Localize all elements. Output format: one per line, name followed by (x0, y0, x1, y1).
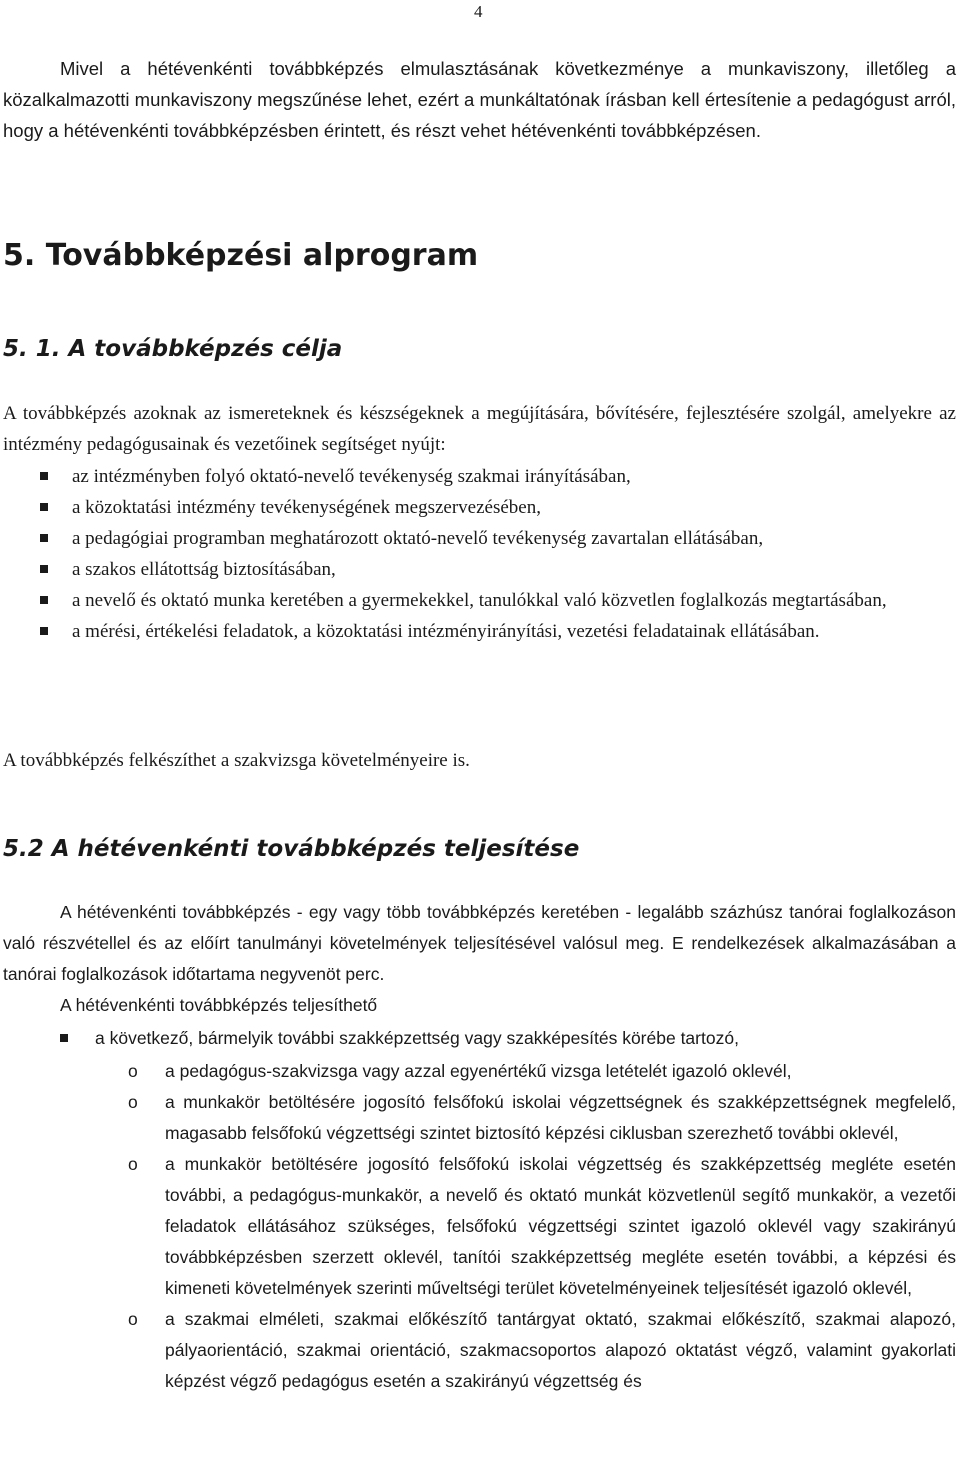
section-5-2-paragraph: A hétévenkénti továbbképzés - egy vagy több továbbképzés keretében - legalább százhúsz tanórai foglalkozáson való részvétellel és az előírt tanulmányi követelmények teljesítésével valósul meg. E rendelkezések alkalmazásában a tanórai foglalkozások időtartama negyvenöt perc. (3, 902, 956, 984)
section-5-1-title: 5. 1. A továbbképzés célja (3, 336, 343, 362)
section-5-2-lead: A hétévenkénti továbbképzés teljesíthető (60, 995, 378, 1015)
page-number: 4 (474, 2, 483, 21)
goals-list (0, 461, 956, 647)
intro-paragraph: Mivel a hétévenkénti továbbképzés elmulasztásának következménye a munkaviszony, illetőleg a közalkalmazotti munkaviszony megszűnése lehet, ezért a munkáltatónak írásban kell értesítenie a pedagógust arról, hogy a hétévenkénti továbbképzésben érintett, és részt vehet hétévenkénti továbbképzésen. (3, 58, 956, 141)
list-item: a szakos ellátottság biztosításában, (0, 554, 956, 585)
list-item: a mérési, értékelési feladatok, a közoktatási intézményirányítási, vezetési feladatainak ellátásában. (0, 616, 956, 647)
list-item: a következő, bármelyik további szakképzettség vagy szakképesítés körébe tartozó, (0, 1023, 956, 1054)
list-item: a pedagógiai programban meghatározott oktató-nevelő tevékenység zavartalan ellátásában, (0, 523, 956, 554)
list-item: o a munkakör betöltésére jogosító felsőfokú iskolai végzettség és szakképzettség megléte esetén további, a pedagógus-munkakör, a nevelő és oktató munkát közvetlenül segítő munkakör, a vezetői feladatok ellátásához szükséges, felsőfokú végzettségi szintet igazoló oklevél vagy szakirányú továbbképzésben szerzett oklevél, tanítói szakképzettség megléte esetén további, a képzési és kimeneti követelmények szerinti műveltségi terület követelményeinek teljesítését igazoló oklevél, (0, 1149, 956, 1304)
section-5-1-intro: A továbbképzés azoknak az ismereteknek és készségeknek a megújítására, bővítésére, fejlesztésére szolgál, amelyekre az intézmény pedagógusainak és vezetőinek segítséget nyújt: (3, 403, 956, 455)
list-item: o a pedagógus-szakvizsga vagy azzal egyenértékű vizsga letételét igazoló oklevél, (0, 1056, 956, 1087)
list-item: o a szakmai elméleti, szakmai előkészítő tantárgyat oktató, szakmai előkészítő, szakmai alapozó, pályaorientáció, szakmai orientáció, szakmacsoportos alapozó oktatást végző, valamint gyakorlati képzést végző pedagógus esetén a szakirányú végzettség és (0, 1304, 956, 1397)
section-5-2-title: 5.2 A hétévenkénti továbbképzés teljesítése (3, 836, 580, 862)
list-item: az intézményben folyó oktató-nevelő tevékenység szakmai irányításában, (0, 461, 956, 492)
fulfilment-sublist (0, 1056, 956, 1397)
section-5-1-closing: A továbbképzés felkészíthet a szakvizsga követelményeire is. (3, 750, 470, 771)
list-item: a közoktatási intézmény tevékenységének megszervezésében, (0, 492, 956, 523)
fulfilment-list (0, 1023, 956, 1054)
list-item: a nevelő és oktató munka keretében a gyermekekkel, tanulókkal való közvetlen foglalkozás megtartásában, (0, 585, 956, 616)
section-5-title: 5. Továbbképzési alprogram (3, 238, 479, 273)
list-item: o a munkakör betöltésére jogosító felsőfokú iskolai végzettségnek és szakképzettségnek megfelelő, magasabb felsőfokú végzettségi szintet biztosító képzési ciklusban szerezhető további oklevél, (0, 1087, 956, 1149)
